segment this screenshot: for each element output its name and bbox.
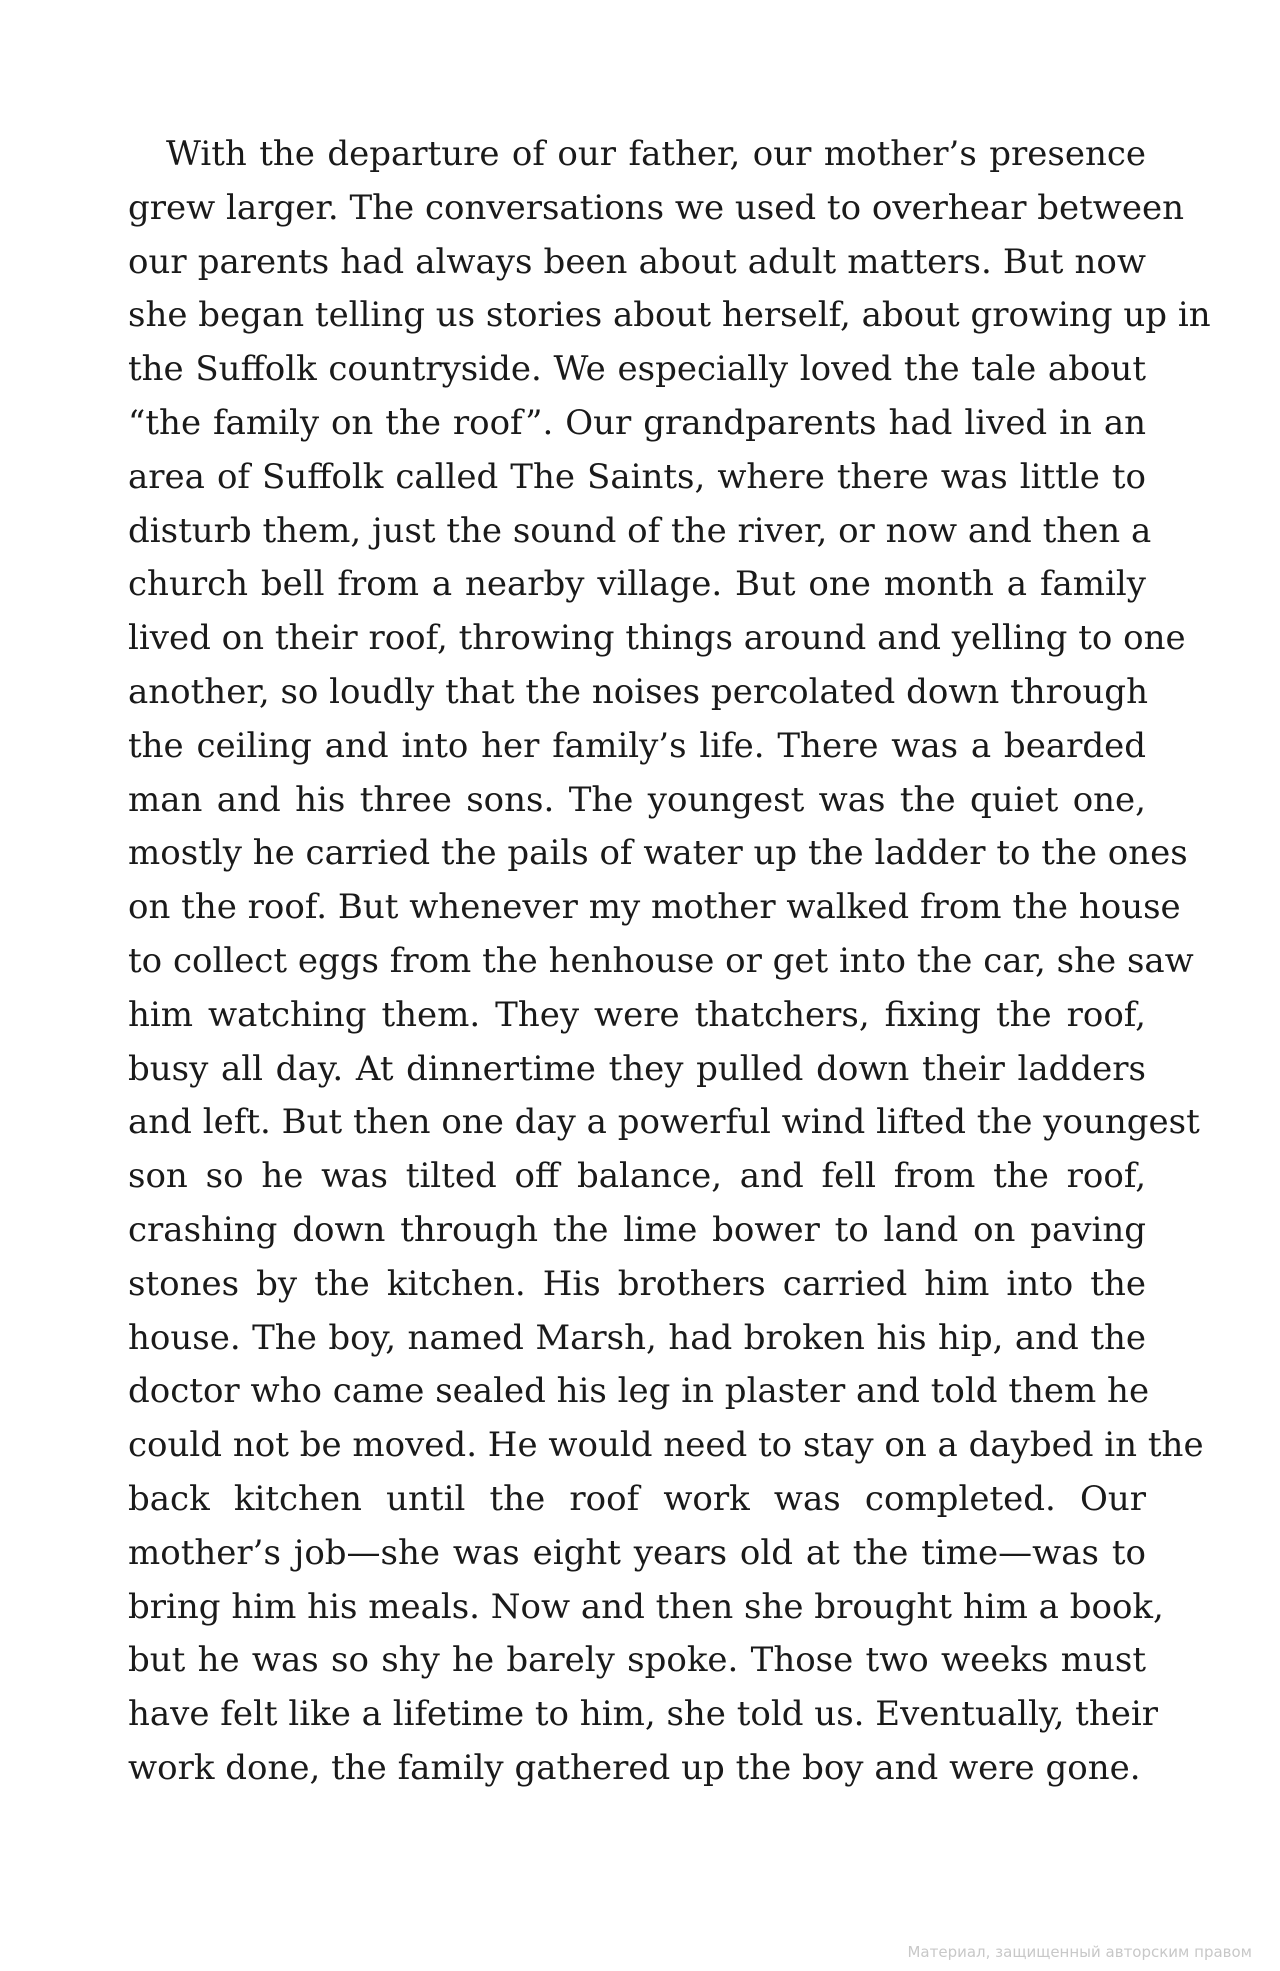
text-line: grew larger. The conversations we used to overhear between — [128, 187, 1185, 228]
text-line: disturb them, just the sound of the river, or now and then a — [128, 510, 1152, 551]
text-line: work done, the family gathered up the boy and were gone. — [128, 1747, 1141, 1788]
text-line: son so he was tilted off balance, and fell from the roof, — [128, 1156, 1146, 1197]
text-line: our parents had always been about adult matters. But now — [128, 241, 1146, 282]
text-line: With the departure of our father, our mother’s presence — [166, 134, 1146, 174]
text-line: mother’s job—she was eight years old at the time—was to — [128, 1532, 1146, 1573]
text-line: church bell from a nearby village. But one month a family — [128, 564, 1146, 605]
text-line: the Suffolk countryside. We especially loved the tale about — [128, 349, 1146, 390]
text-line: but he was so shy he barely spoke. Those two weeks must — [128, 1640, 1146, 1681]
text-line: busy all day. At dinnertime they pulled down their ladders — [128, 1048, 1146, 1089]
text-line: on the roof. But whenever my mother walked from the house — [128, 887, 1181, 928]
text-line: could not be moved. He would need to stay on a daybed in the — [128, 1425, 1204, 1466]
text-line: man and his three sons. The youngest was the quiet one, — [128, 779, 1146, 820]
text-line: bring him his meals. Now and then she brought him a book, — [128, 1586, 1164, 1627]
text-line: lived on their roof, throwing things around and yelling to one — [128, 618, 1186, 659]
copyright-watermark: Материал, защищенный авторским правом — [907, 1943, 1252, 1961]
text-line: mostly he carried the pails of water up the ladder to the ones — [128, 833, 1188, 874]
text-line: stones by the kitchen. His brothers carried him into the — [128, 1263, 1146, 1304]
text-line: she began telling us stories about herself, about growing up in — [128, 295, 1211, 336]
text-line: house. The boy, named Marsh, had broken his hip, and the — [128, 1317, 1146, 1358]
text-line: the ceiling and into her family’s life. There was a bearded — [128, 725, 1146, 766]
book-page — [128, 128, 1211, 1796]
body-paragraph — [128, 128, 1211, 1796]
text-line: another, so loudly that the noises percolated down through — [128, 671, 1148, 712]
text-line: area of Suffolk called The Saints, where there was little to — [128, 456, 1146, 497]
text-line: crashing down through the lime bower to land on paving — [128, 1209, 1146, 1250]
text-line: doctor who came sealed his leg in plaster and told them he — [128, 1371, 1150, 1412]
text-line: “the family on the roof”. Our grandparents had lived in an — [128, 402, 1146, 443]
text-line: to collect eggs from the henhouse or get into the car, she saw — [128, 940, 1194, 981]
text-line: back kitchen until the roof work was completed. Our — [128, 1478, 1146, 1519]
text-line: have felt like a lifetime to him, she told us. Eventually, their — [128, 1694, 1158, 1735]
text-line: him watching them. They were thatchers, fixing the roof, — [128, 994, 1146, 1035]
text-line: and left. But then one day a powerful wind lifted the youngest — [128, 1102, 1200, 1143]
